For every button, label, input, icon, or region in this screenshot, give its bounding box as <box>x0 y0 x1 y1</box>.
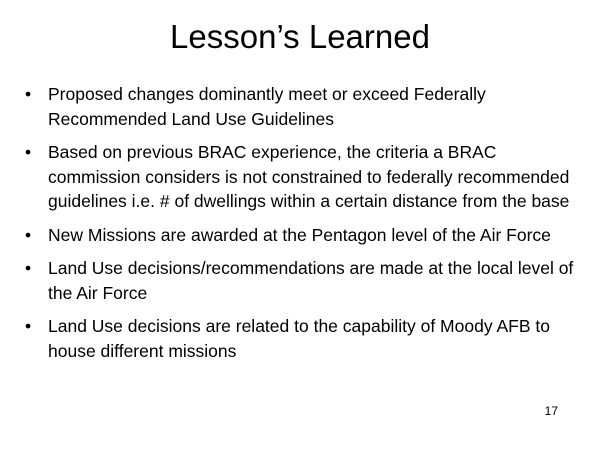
bullet-marker-icon: • <box>25 316 32 336</box>
list-item-text: Based on previous BRAC experience, the criteria a BRAC commission considers is not constrained to federally recommended guidelines i.e. # of dwellings within a certain distance from the base <box>48 142 570 211</box>
bullet-marker-icon: • <box>25 258 32 278</box>
page-number: 17 <box>544 404 558 418</box>
bullet-list <box>18 82 584 372</box>
list-item <box>18 82 584 131</box>
list-item-text: Land Use decisions/recommendations are made at the local level of the Air Force <box>48 258 574 303</box>
bullet-marker-icon: • <box>25 224 32 245</box>
list-item <box>18 314 584 363</box>
list-item <box>18 140 584 214</box>
list-item-text: New Missions are awarded at the Pentagon level of the Air Force <box>48 224 551 245</box>
bullet-marker-icon: • <box>25 142 32 162</box>
list-item <box>18 223 584 248</box>
page-title: Lesson’s Learned <box>170 18 430 55</box>
list-item-text: Land Use decisions are related to the capability of Moody AFB to house different missions <box>48 316 550 361</box>
list-item-text: Proposed changes dominantly meet or exceed Federally Recommended Land Use Guidelines <box>48 84 486 129</box>
bullet-marker-icon: • <box>25 84 32 104</box>
list-item <box>18 256 584 305</box>
